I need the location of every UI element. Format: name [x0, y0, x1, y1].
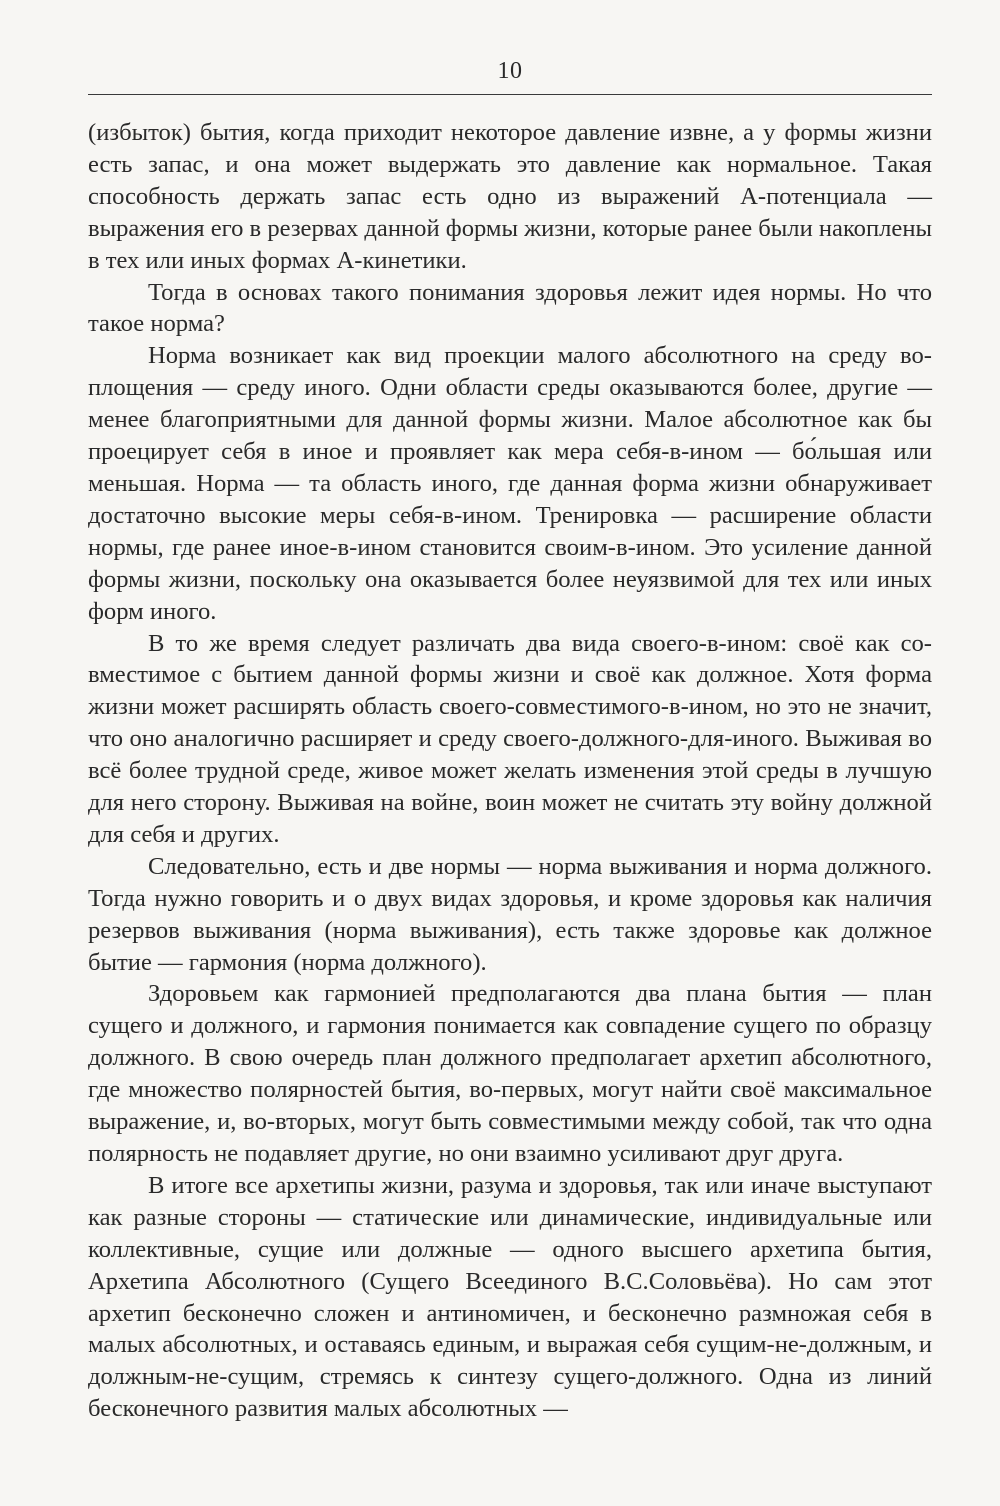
paragraph-2: Тогда в основах такого понимания здоровья лежит идея нормы. Но что такое норма? — [88, 278, 932, 338]
book-page — [88, 56, 932, 1425]
paragraph-7: В итоге все архетипы жизни, разума и здоровья, так или иначе выступают как разные стороны — статические или динамические, индивидуальные или коллективные, сущие или должные — одного высшего архетипа бытия, Архетипа Абсолютного (Сущего Всеединого В.С.Соловьёва). Но сам этот архетип бесконечно сложен и антиномичен, и бесконечно размножая себя в малых абсолютных, и оставаясь единым, и выражая себя сущим-не-должным, и должным-не-сущим, стремясь к синтезу сущего-должного. Одна из линий бесконечного развития малых абсолютных — — [88, 1171, 932, 1423]
paragraph-3: Норма возникает как вид проекции малого абсолютного на среду воплощения — среду иного. Одни области среды оказываются более, другие — менее благоприятными для данной формы жизни. Малое абсолютное как бы проецирует себя в иное и проявляет как мера себя-в-ином — бо́льшая или меньшая. Норма — та область иного, где данная форма жизни обнаруживает достаточно высокие меры себя-в-ином. Тренировка — расширение области нормы, где ранее иное-в-ином становится своим-в-ином. Это усиление данной формы жизни, поскольку она оказывается более неуязвимой для тех или иных форм иного. — [88, 342, 932, 625]
page-number: 10 — [497, 58, 523, 84]
body-text — [88, 117, 932, 1425]
paragraph-5: Следовательно, есть и две нормы — норма выживания и норма должного. Тогда нужно говорить и о двух видах здоровья, и кроме здоровья как наличия резервов выживания (норма выживания), есть также здоровье как должное бытие — гармония (норма должного). — [88, 852, 932, 976]
paragraph-1: (избыток) бытия, когда приходит некоторое давление извне, а у формы жизни есть запас, и она может выдержать это давление как нормальное. Такая способность держать запас есть одно из выражений А-потенциала — выражения его в резервах данной формы жизни, которые ранее были накоплены в тех или иных формах А-кинетики. — [88, 119, 933, 274]
header-rule — [88, 94, 932, 95]
paragraph-4: В то же время следует различать два вида своего-в-ином: своё как совместимое с бытием данной формы жизни и своё как должное. Хотя форма жизни может расширять область своего-совместимого-в-ином, но это не значит, что оно аналогично расширяет и среду своего-должного-для-иного. Выживая во всё более трудной среде, живое может желать изменения этой среды в лучшую для него сторону. Выживая на войне, воин может не считать эту войну должной для себя и других. — [88, 629, 932, 848]
paragraph-6: Здоровьем как гармонией предполагаются два плана бытия — план сущего и должного, и гармония понимается как совпадение сущего по образцу должного. В свою очередь план должного предполагает архетип абсолютного, где множество полярностей бытия, во-первых, могут найти своё максимальное выражение, и, во-вторых, могут быть совместимыми между собой, так что одна полярность не подавляет другие, но они взаимно усиливают друг друга. — [88, 980, 932, 1167]
